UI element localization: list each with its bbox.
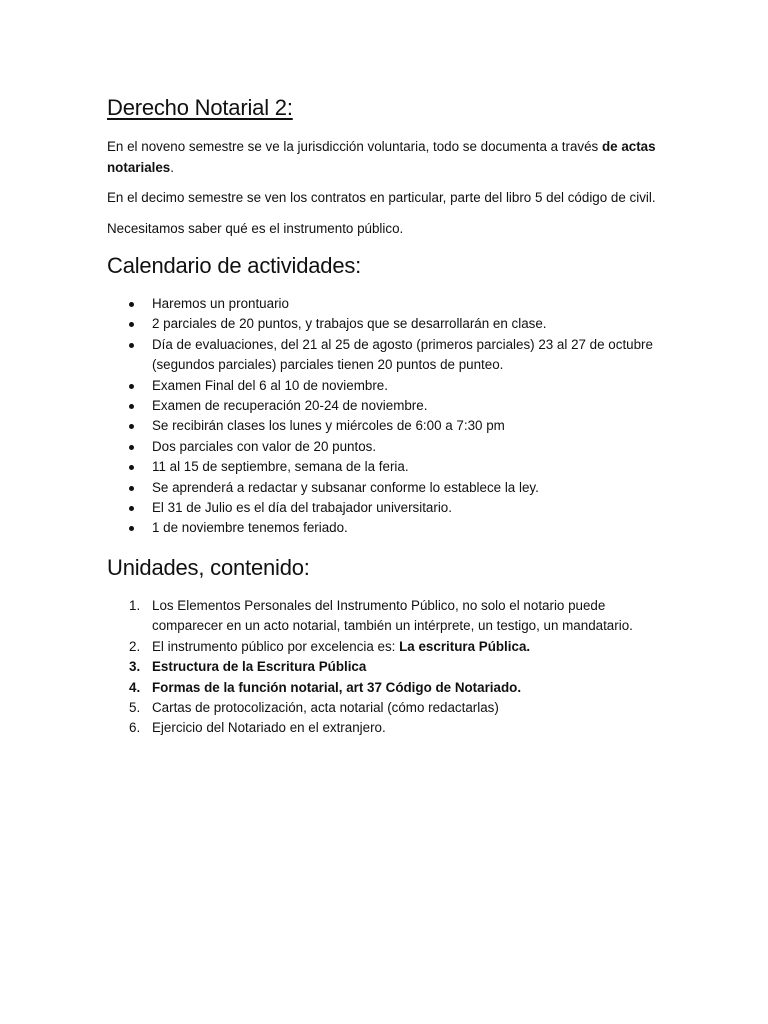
units-heading: Unidades, contenido: [107, 554, 310, 580]
list-item [107, 416, 667, 436]
list-item [107, 314, 667, 334]
document-page [107, 92, 667, 739]
paragraph-end: . [170, 159, 174, 175]
bullet-icon [129, 506, 134, 511]
list-item [107, 698, 667, 718]
bullet-icon [129, 322, 134, 327]
list-item-text: Examen de recuperación 20-24 de noviembre. [152, 398, 428, 414]
list-item-bold-text: Formas de la función notarial, art 37 Código de Notariado. [152, 679, 522, 695]
list-number: 1. [129, 597, 141, 613]
list-item-text: 2 parciales de 20 puntos, y trabajos que se desarrollarán en clase. [152, 316, 547, 332]
list-item-text: El 31 de Julio es el día del trabajador universitario. [152, 500, 452, 516]
list-item [107, 376, 667, 396]
calendar-heading: Calendario de actividades: [107, 253, 362, 278]
paragraph-text: En el noveno semestre se ve la jurisdicción voluntaria, todo se documenta a través [107, 139, 602, 154]
list-item [107, 498, 667, 518]
list-item [107, 637, 667, 657]
bullet-icon [129, 343, 134, 348]
bullet-icon [129, 424, 134, 429]
list-item-text: El instrumento público por excelencia es: [152, 638, 400, 654]
list-number: 2. [129, 638, 141, 654]
list-item-text: 11 al 15 de septiembre, semana de la feria. [152, 459, 409, 475]
list-item [107, 294, 667, 314]
list-item-bold-text: Estructura de la Escritura Pública [152, 659, 367, 675]
list-item [107, 437, 667, 457]
list-number: 3. [129, 659, 141, 675]
list-number: 6. [129, 720, 141, 736]
paragraph-noveno-semestre [107, 137, 667, 178]
list-item-text: 1 de noviembre tenemos feriado. [152, 520, 348, 536]
list-item-text: Ejercicio del Notariado en el extranjero. [152, 720, 386, 736]
bullet-icon [129, 465, 134, 470]
list-number: 5. [129, 699, 141, 715]
list-item-text: Día de evaluaciones, del 21 al 25 de agosto (primeros parciales) 23 al 27 de octubre (segundos parciales) parciales tienen 20 puntos de punteo. [152, 336, 653, 373]
list-item [107, 678, 667, 698]
calendar-list [107, 294, 667, 539]
bullet-icon [129, 302, 134, 307]
list-item [107, 478, 667, 498]
bullet-icon [129, 445, 134, 450]
list-item [107, 457, 667, 477]
paragraph-instrumento: Necesitamos saber qué es el instrumento público. [107, 220, 404, 236]
list-item-text: Examen Final del 6 al 10 de noviembre. [152, 377, 388, 393]
list-item [107, 518, 667, 538]
list-item-text: Dos parciales con valor de 20 puntos. [152, 438, 377, 454]
units-list [107, 596, 667, 739]
bullet-icon [129, 404, 134, 409]
list-number: 4. [129, 679, 141, 695]
list-item [107, 335, 667, 376]
document-title: Derecho Notarial 2: [107, 95, 293, 120]
list-item-text: Haremos un prontuario [152, 296, 289, 311]
list-item-text: Se aprenderá a redactar y subsanar conforme lo establece la ley. [152, 479, 539, 495]
list-item-text: Cartas de protocolización, acta notarial (cómo redactarlas) [152, 699, 499, 715]
list-item [107, 718, 667, 738]
list-item-text: Se recibirán clases los lunes y miércoles de 6:00 a 7:30 pm [152, 418, 505, 434]
bullet-icon [129, 486, 134, 491]
bold-phrase: de actas notariales [107, 139, 656, 175]
paragraph-decimo-semestre: En el decimo semestre se ven los contratos en particular, parte del libro 5 del código de civil. [107, 190, 656, 205]
bullet-icon [129, 384, 134, 389]
list-item [107, 396, 667, 416]
list-item-text: Los Elementos Personales del Instrumento Público, no solo el notario puede comparecer en un acto notarial, también un intérprete, un testigo, un mandatario. [152, 597, 633, 634]
list-item [107, 596, 667, 637]
list-item-bold-text: La escritura Pública. [399, 638, 531, 654]
list-item [107, 657, 667, 677]
bullet-icon [129, 526, 134, 531]
